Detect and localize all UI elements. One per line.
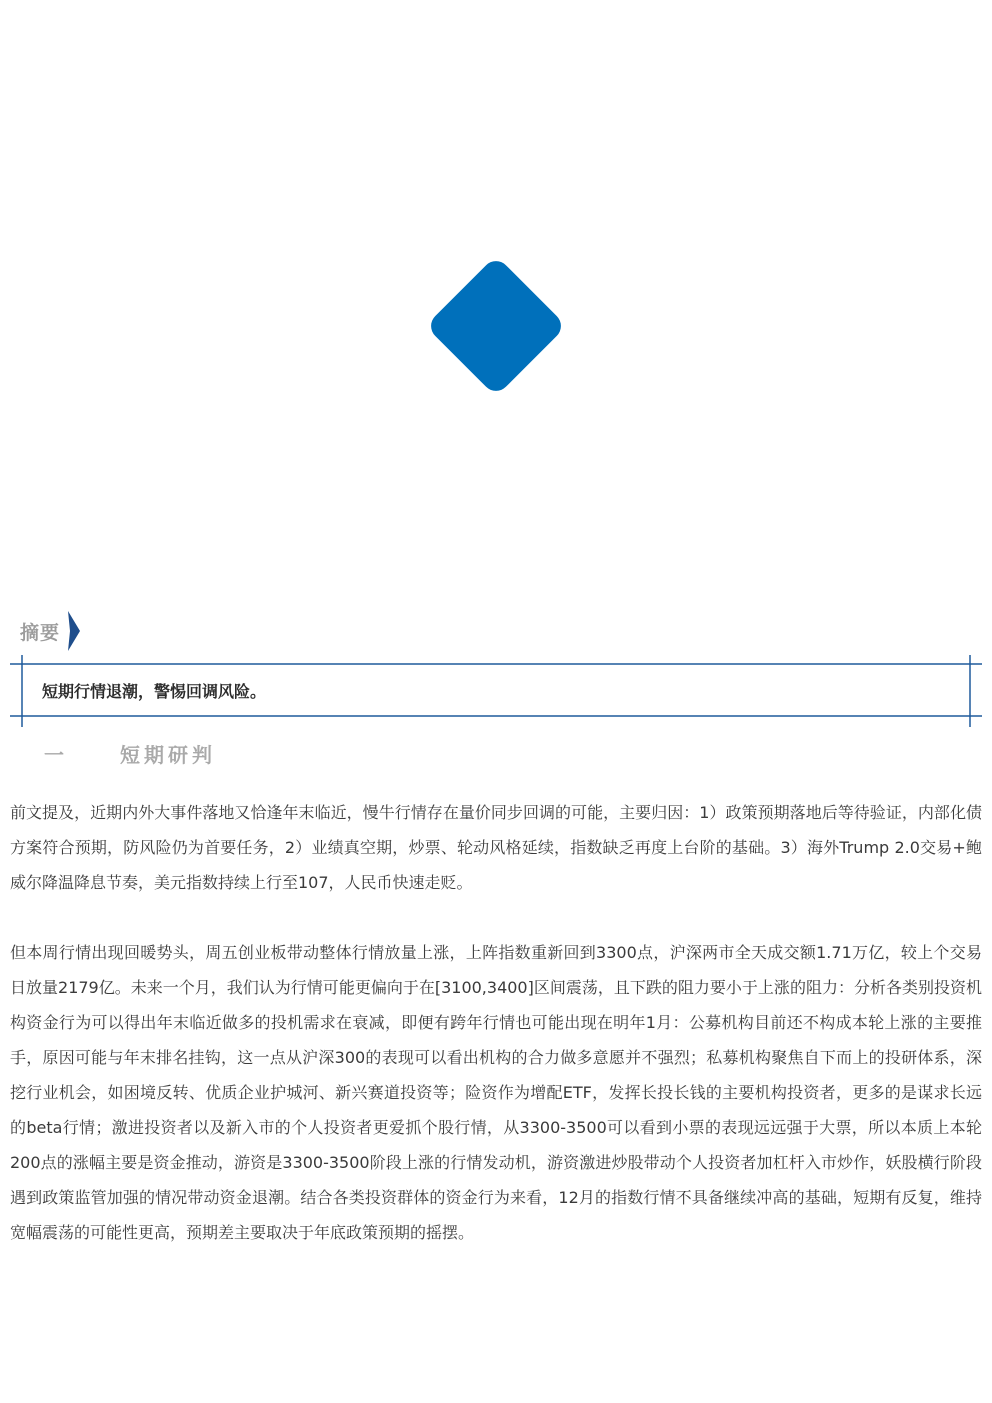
section-number: 一 <box>44 742 64 767</box>
section-heading <box>44 738 216 768</box>
body-paragraph: 前文提及，近期内外大事件落地又恰逢年末临近，慢牛行情存在量价同步回调的可能，主要归因：1）政策预期落地后等待验证，内部化债方案符合预期，防风险仍为首要任务，2）业绩真空期，炒票、轮动风格延续，指数缺乏再度上台阶的基础。3）海外Trump 2.0交易+鲍威尔降温降息节奏，美元指数持续上行至107，人民币快速走贬。 <box>10 803 982 892</box>
logo-diamond-icon <box>425 255 567 397</box>
summary-box <box>10 655 982 727</box>
abstract-header <box>20 610 80 652</box>
abstract-title: 摘要 <box>20 621 61 644</box>
section-title: 短期研判 <box>120 742 216 767</box>
chevron-right-icon <box>68 611 80 651</box>
summary-text: 短期行情退潮，警惕回调风险。 <box>42 682 267 701</box>
body-paragraph: 但本周行情出现回暖势头，周五创业板带动整体行情放量上涨，上阵指数重新回到3300点，沪深两市全天成交额1.71万亿，较上个交易日放量2179亿。未来一个月，我们认为行情可能更偏向于在[3100,3400]区间震荡，且下跌的阻力要小于上涨的阻力：分析各类别投资机构资金行为可以得出年末临近做多的投机需求在衰减，即便有跨年行情也可能出现在明年1月：公募机构目前还不构成本轮上涨的主要推手，原因可能与年末排名挂钩，这一点从沪深300的表现可以看出机构的合力做多意愿并不强烈；私募机构聚焦自下而上的投研体系，深挖行业机会，如困境反转、优质企业护城河、新兴赛道投资等；险资作为增配ETF，发挥长投长钱的主要机构投资者，更多的是谋求长远的beta行情；激进投资者以及新入市的个人投资者更爱抓个股行情，从3300-3500可以看到小票的表现远远强于大票，所以本质上本轮200点的涨幅主要是资金推动，游资是3300-3500阶段上涨的行情发动机，游资激进炒股带动个人投资者加杠杆入市炒作，妖股横行阶段遇到政策监管加强的情况带动资金退潮。结合各类投资群体的资金行为来看，12月的指数行情不具备继续冲高的基础，短期有反复，维持宽幅震荡的可能性更高，预期差主要取决于年底政策预期的摇摆。 <box>10 943 982 1242</box>
